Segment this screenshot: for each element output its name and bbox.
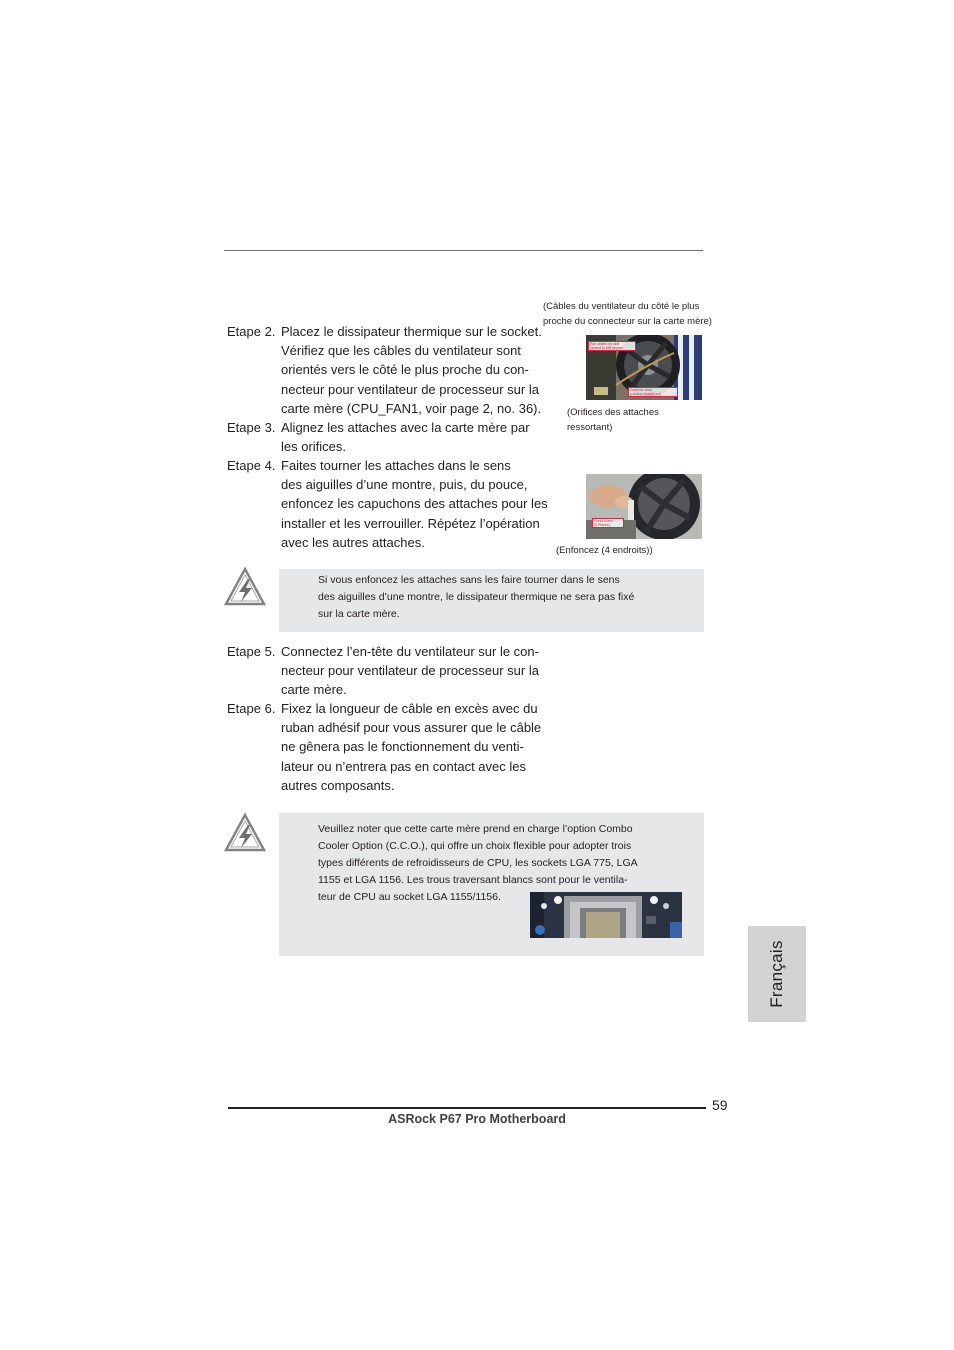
step-3-text: Alignez les attaches avec la carte mère par les orifices. [281, 420, 530, 455]
footer-rule [228, 1107, 706, 1109]
top-rule [224, 250, 703, 251]
warning-icon [224, 812, 266, 852]
photo-tag-fastener-slots: Fastener slots pointing straight out [628, 387, 678, 397]
photo-tag-press-down: Press Down (4 Places) [592, 518, 624, 528]
press-fastener-photo [586, 474, 702, 539]
step-4-text: Faites tourner les attaches dans le sens des aiguilles d’une montre, puis, du pouce, enfoncez les capuchons des attaches pour les installer et les verrouiller. Répétez l’opération avec les autres attaches. [281, 458, 548, 550]
footer-title: ASRock P67 Pro Motherboard [388, 1112, 566, 1126]
step-5-text: Connectez l’en-tête du ventilateur sur le con- necteur pour ventilateur de processeur sur la carte mère. [281, 644, 539, 698]
photo-tag-fan-cables: Fan cables on side closest to MB header [588, 341, 636, 351]
step-3-label: Etape 3. [227, 420, 276, 435]
warning-icon [224, 566, 266, 606]
step-2-text: Placez le dissipateur thermique sur le socket. Vérifiez que les câbles du ventilateur sont orientés vers le côté le plus proche du con- necteur pour ventilateur de processeur sur la carte mère (CPU_FAN1, voir page 2, no. 36). [281, 324, 542, 416]
language-tab-label: Français [767, 940, 786, 1008]
caption-fan-cables: (Câbles du ventilateur du côté le plus proche du connecteur sur la carte mère) [543, 301, 712, 327]
caption-press: (Enfoncez (4 endroits)) [556, 545, 653, 556]
step-5-label: Etape 5. [227, 644, 276, 659]
step-6-label: Etape 6. [227, 701, 276, 716]
step-6-text: Fixez la longueur de câble en excès avec du ruban adhésif pour vous assurer que le câble ne gênera pas le fonctionnement du venti- lateur ou n’entrera pas en contact avec les autres composants. [281, 701, 542, 793]
caption-holes: (Orifices des attaches ressortant) [567, 407, 659, 433]
step-4-label: Etape 4. [227, 458, 276, 473]
socket-photo [530, 892, 682, 938]
page-number: 59 [712, 1097, 728, 1113]
step-2-label: Etape 2. [227, 324, 276, 339]
note-cco-text: Veuillez noter que cette carte mère prend en charge l’option Combo Cooler Option (C.C.O.), qui offre un choix flexible pour adopter trois types différents de refroidisseurs de CPU, les sockets LGA 775, LGA 1155 et LGA 1156. Les trous traversant blancs sont pour le ventila- teur de CPU au socket LGA 1155/1156. [318, 823, 638, 903]
heatsink-cables-photo [586, 335, 702, 400]
language-tab [748, 926, 806, 1022]
note-fastener-warning-text: Si vous enfoncez les attaches sans les faire tourner dans le sens des aiguilles d’une montre, le dissipateur thermique ne sera pas fixé sur la carte mère. [318, 574, 635, 620]
